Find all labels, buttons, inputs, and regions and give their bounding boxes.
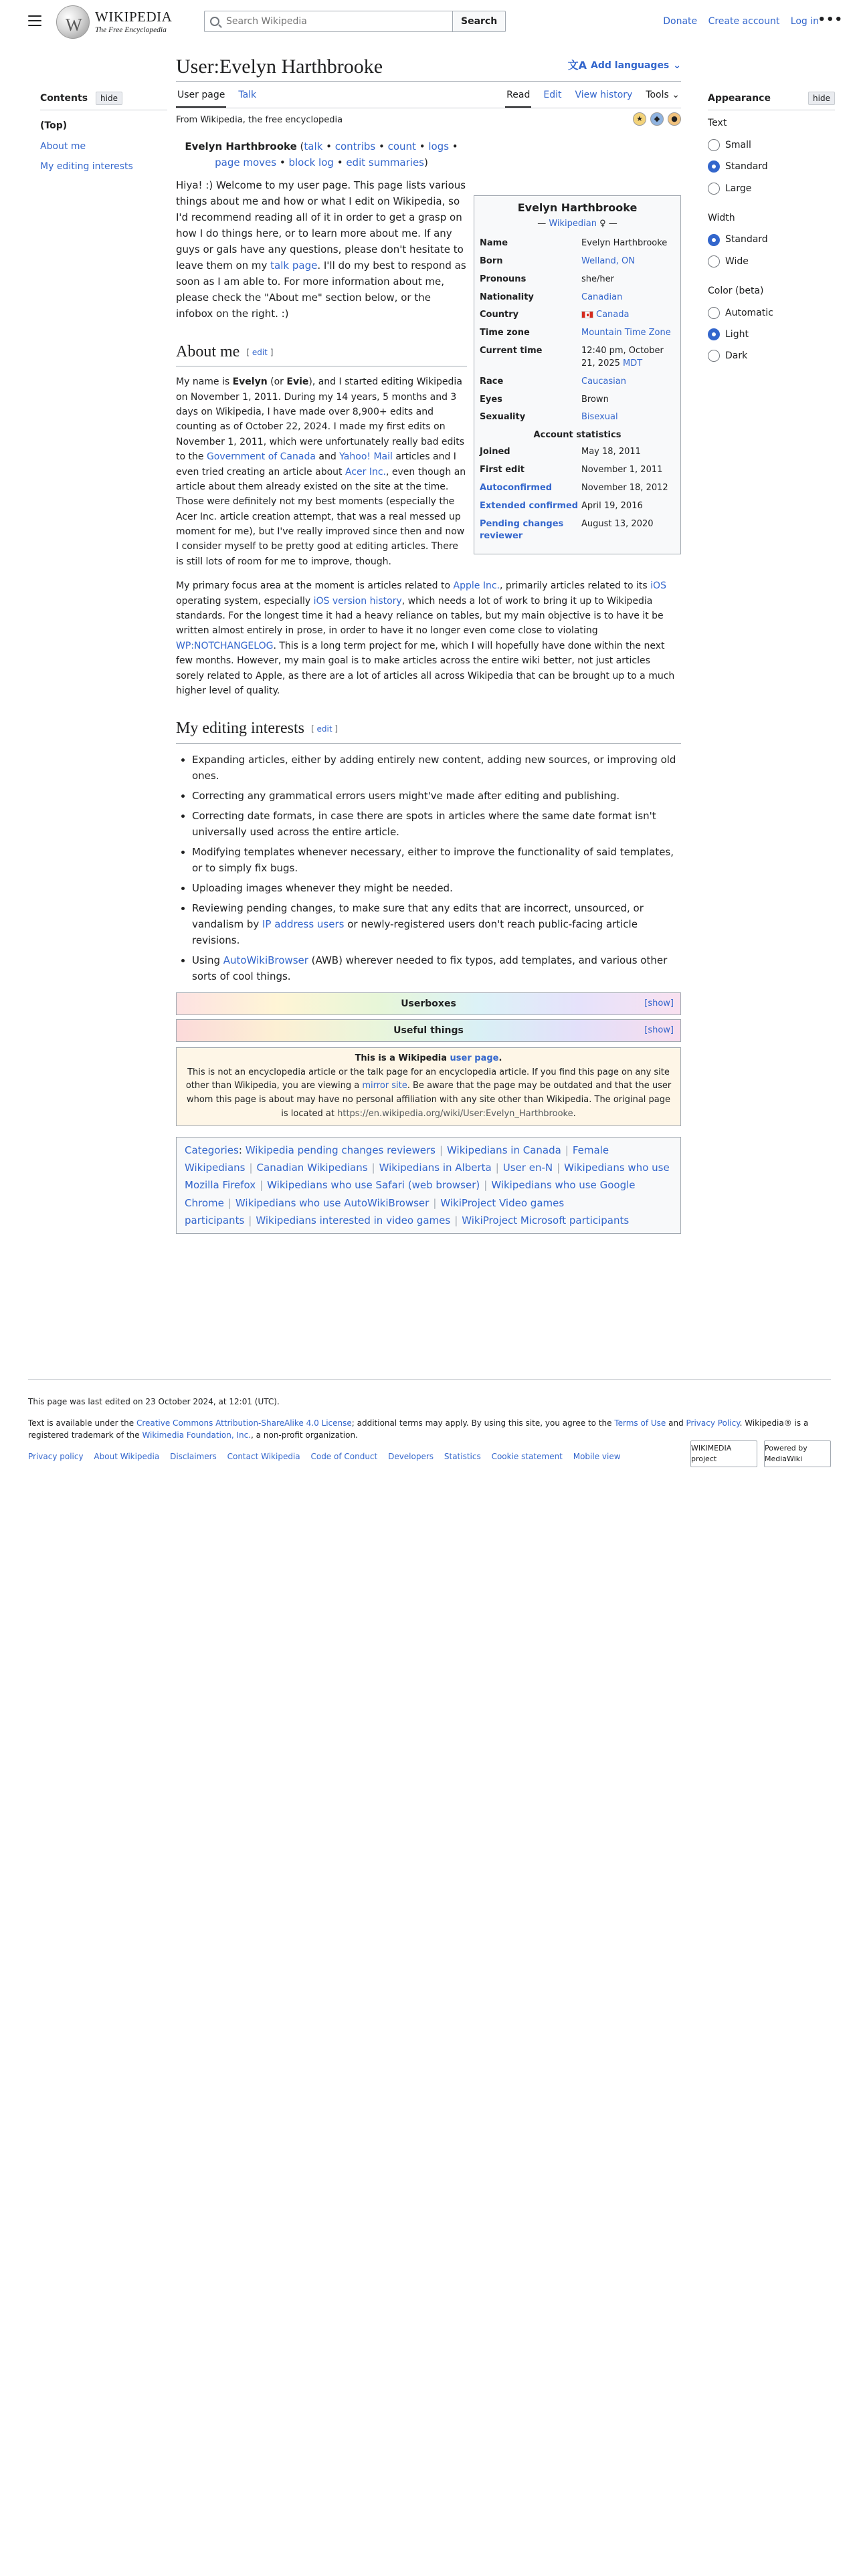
terms-link[interactable]: Terms of Use [614, 1418, 666, 1428]
cc-license-link[interactable]: Creative Commons Attribution-ShareAlike 4.0 License [136, 1418, 352, 1428]
stats-value: May 18, 2011 [581, 447, 641, 457]
list-item: • Correcting date formats, in case there are spots in articles where the same date format isn't universally used across the entire article. [192, 808, 681, 840]
wordmark-tagline: The Free Encyclopedia [95, 25, 167, 34]
infobox-row [478, 411, 676, 424]
stats-row [478, 500, 676, 513]
infobox-link[interactable]: Canadian [581, 292, 623, 302]
count-link[interactable]: count [387, 140, 416, 152]
footer-link-about[interactable]: About Wikipedia [94, 1452, 160, 1461]
contribs-link[interactable]: contribs [335, 140, 376, 152]
infobox-text: Brown [581, 394, 609, 405]
infobox-value [581, 309, 676, 322]
useful-things-collapsible: Useful things [show] [176, 1019, 681, 1042]
medal-icon[interactable]: ● [668, 112, 681, 126]
infobox-row [478, 274, 676, 286]
radio-text-standard[interactable]: Standard [708, 159, 835, 174]
category-separator: | [248, 1214, 252, 1226]
appearance-hide-button[interactable]: hide [808, 92, 835, 105]
radio-icon[interactable] [708, 255, 720, 267]
category-link[interactable]: Female Wikipedians [185, 1144, 609, 1174]
color-label: Color (beta) [708, 286, 764, 297]
appearance-title: Appearance [708, 93, 771, 104]
main-menu-button[interactable] [25, 12, 44, 31]
create-account-link[interactable]: Create account [708, 16, 780, 27]
wikimedia-foundation-link[interactable]: Wikimedia Foundation, Inc. [142, 1430, 252, 1440]
infobox-value [581, 274, 676, 286]
footer-link-privacy[interactable]: Privacy policy [28, 1452, 84, 1461]
page-moves-link[interactable]: page moves [215, 156, 277, 169]
infobox-label: Country [480, 310, 519, 320]
yahoo-mail-link[interactable]: Yahoo! Mail [339, 451, 393, 463]
wordmark-title: WIKIPEDIA [95, 8, 173, 25]
list-item: • Reviewing pending changes, to make sure that any edits that are incorrect, unsourced, or vandalism by IP address users or newly-registered users don't reach public-facing article revisions. [192, 900, 681, 948]
stats-label: First edit [480, 465, 525, 475]
edit-section-link[interactable]: edit [252, 347, 268, 357]
list-item: • Using AutoWikiBrowser (AWB) wherever needed to fix typos, add templates, and various other sorts of cool things. [192, 952, 681, 984]
infobox-value [581, 394, 676, 407]
page-footer [28, 1379, 831, 1463]
stats-value: August 13, 2020 [581, 518, 654, 529]
autowikibrowser-link[interactable]: AutoWikiBrowser [223, 954, 308, 966]
wikipedian-link[interactable]: Wikipedian [549, 219, 597, 229]
stats-label[interactable]: Extended confirmed [480, 500, 579, 511]
editing-interests-heading: My editing interests [ edit ] [176, 716, 681, 743]
category-separator: | [484, 1179, 488, 1192]
page-title: User:Evelyn Harthbrooke [176, 56, 383, 78]
user-name: Evelyn Harthbrooke [185, 140, 297, 152]
user-infobox: Evelyn Harthbrooke — Wikipedian ♀ — Name Evelyn Harthbrooke Born Welland, ON Pronouns she/her Nationality Canadian Country Canada Time zone Mountain Time Zone Current time 12:40 pm, October 21, 2025 MDT Race Caucasian Eyes Brown Sexuality Bisexual Account statistics Joined May 18, 2011 First edit November 1, 2011 Autoconfirmed November 18, 2012 Extended confirmed April 19, 2016 Pending changes reviewer August 13, 2020 [474, 195, 681, 554]
radio-width-standard[interactable]: Standard [708, 232, 835, 247]
canada-flag-icon [581, 311, 593, 318]
list-item: • Expanding articles, either by adding entirely new content, adding new sources, or improving old ones. [192, 752, 681, 784]
category-link[interactable]: WikiProject Video games participants [185, 1196, 565, 1226]
list-item: • Modifying templates whenever necessary, either to improve the functionality of said templates, or to simply fix bugs. [192, 844, 681, 876]
apple-link[interactable]: Apple Inc. [453, 580, 500, 592]
radio-icon[interactable] [708, 139, 720, 151]
tab-talk[interactable]: Talk [238, 89, 257, 100]
stats-row [478, 464, 676, 477]
text-size-label: Text [708, 118, 727, 129]
category-link[interactable]: Wikipedians in Canada [447, 1144, 561, 1156]
category-link[interactable]: Wikipedians who use Safari (web browser) [267, 1179, 480, 1192]
radio-icon[interactable] [708, 350, 720, 362]
acer-link[interactable]: Acer Inc. [345, 466, 386, 477]
logs-link[interactable]: logs [428, 140, 450, 152]
infobox-value [581, 345, 676, 370]
site-header [0, 0, 859, 43]
radio-icon[interactable] [708, 183, 720, 195]
user-page-link[interactable]: user page [450, 1053, 499, 1063]
stats-label[interactable]: Pending changes reviewer [480, 518, 564, 542]
user-page-notice: This is a Wikipedia user page. This is not an encyclopedia article or the talk page for an encyclopedia article. If you find this page on any site other than Wikipedia, you are viewing a mirror site. Be aware that the page may be outdated and that the user whom this page is about may have no personal affiliation with any site other than Wikipedia. The original page is located at https://en.wikipedia.org/wiki/User:Evelyn_Harthbrooke. [176, 1047, 681, 1126]
show-userboxes-button[interactable]: [show] [644, 998, 674, 1008]
footer-link-code-of-conduct[interactable]: Code of Conduct [310, 1452, 378, 1461]
infobox-value [581, 376, 676, 389]
infobox-link[interactable]: Caucasian [581, 376, 626, 387]
category-separator: | [227, 1196, 231, 1209]
search-input[interactable] [225, 15, 452, 27]
powered-by-mediawiki-badge[interactable]: Powered by MediaWiki [764, 1440, 831, 1467]
donate-link[interactable]: Donate [663, 16, 698, 27]
category-separator: | [439, 1144, 444, 1156]
infobox-rows [478, 237, 676, 424]
chevron-down-icon: ⌄ [672, 89, 680, 100]
last-edited-text: This page was last edited on 23 October 2024, at 12:01 (UTC). [28, 1397, 280, 1406]
category-link[interactable]: Wikipedians who use Google Chrome [185, 1179, 636, 1209]
welcome-paragraph: Hiya! :) Welcome to my user page. This page lists various things about me and how or what I edit on Wikipedia, so I'd recommend reading all of it in order to get a grasp on how I do things here, or to learn more about me. If any guys or gals have any questions, please don't hesitate to leave them on my talk page. I'll do my best to respond as soon as I am able to. For more information about me, please check the "About me" section below, or the infobox on the right. :) [176, 179, 466, 320]
infobox-row [478, 394, 676, 407]
category-link[interactable]: User en-N [502, 1162, 553, 1174]
radio-selected-icon[interactable] [708, 328, 720, 340]
infobox-value [581, 255, 676, 268]
infobox-label: Name [480, 238, 508, 249]
footer-link-contact[interactable]: Contact Wikipedia [227, 1452, 300, 1461]
main-content [176, 53, 681, 1234]
wikimedia-project-badge[interactable]: WIKIMEDIA project [690, 1440, 757, 1467]
toc-item-top[interactable]: (Top) [40, 120, 68, 132]
search-form [204, 11, 498, 32]
ios-version-history-link[interactable]: iOS version history [313, 595, 402, 607]
table-of-contents [40, 91, 167, 177]
infobox-label: Time zone [480, 328, 530, 338]
toc-item-about-me[interactable]: About me [40, 140, 86, 152]
from-wikipedia-tagline: From Wikipedia, the free encyclopedia [176, 115, 343, 125]
infobox-text: she/her [581, 274, 614, 284]
ios-link[interactable]: iOS [650, 580, 666, 592]
account-stats-heading: Account statistics [533, 430, 622, 441]
infobox-row [478, 376, 676, 389]
tab-edit[interactable]: Edit [543, 89, 562, 100]
category-link[interactable]: Wikipedians in Alberta [379, 1162, 492, 1174]
footer-link-mobile[interactable]: Mobile view [573, 1452, 621, 1461]
about-me-heading: About me [ edit ] [176, 339, 467, 366]
search-icon [210, 17, 219, 26]
category-link[interactable]: Canadian Wikipedians [256, 1162, 368, 1174]
license-text: Text is available under the Creative Commons Attribution-ShareAlike 4.0 License; additional terms may apply. By using this site, you agree to the Terms of Use and Privacy Policy. Wikipedia® is a registered trademark of the Wikimedia Foundation, Inc., a non-profit organization. [28, 1418, 809, 1440]
tab-tools[interactable]: Tools ⌄ [646, 89, 680, 100]
category-separator: | [260, 1179, 264, 1192]
user-intro-line: Evelyn Harthbrooke (talk • contribs • count • logs • page moves • block log • edit summaries) [185, 140, 458, 169]
infobox-label: Pronouns [480, 274, 527, 284]
tab-view-history[interactable]: View history [575, 89, 633, 100]
category-box: Categories: Wikipedia pending changes reviewers | Wikipedians in Canada | Female Wikipedians | Canadian Wikipedians | Wikipedians in Alberta | User en-N | Wikipedians who use Mozilla Firefox | Wikipedians who use Safari (web browser) | Wikipedians who use Google Chrome | Wikipedians who use AutoWikiBrowser | WikiProject Video games participants | Wikipedians interested in video games | WikiProject Microsoft participants [176, 1137, 681, 1234]
infobox-text: 12:40 pm, October 21, 2025 [581, 346, 664, 368]
infobox-row [478, 292, 676, 304]
language-icon: 文A [567, 59, 587, 72]
list-item: • Correcting any grammatical errors users might've made after editing and publishing. [192, 788, 681, 804]
userboxes-collapsible: Userboxes [show] [176, 992, 681, 1015]
width-label: Width [708, 212, 735, 223]
search-button[interactable]: Search [452, 11, 506, 32]
mirror-site-link[interactable]: mirror site [362, 1081, 407, 1091]
infobox-row [478, 309, 676, 322]
edit-section-link[interactable]: edit [316, 724, 332, 734]
stats-label[interactable]: Autoconfirmed [480, 482, 553, 493]
female-symbol-icon: ♀ [599, 219, 606, 229]
radio-color-dark[interactable]: Dark [708, 348, 835, 363]
infobox-link[interactable]: Mountain Time Zone [581, 328, 671, 338]
infobox-text: Evelyn Harthbrooke [581, 238, 668, 249]
infobox-label: Sexuality [480, 412, 526, 423]
infobox-value [581, 237, 676, 250]
award-icon[interactable]: ★ [633, 112, 646, 126]
block-log-link[interactable]: block log [288, 156, 334, 169]
log-in-link[interactable]: Log in [790, 16, 819, 27]
category-separator: | [565, 1144, 569, 1156]
about-paragraph-2: My primary focus area at the moment is articles related to Apple Inc., primarily articles related to its iOS operating system, especially iOS version history, which needs a lot of work to bring it up to Wikipedia standards. For the longest time it had a heavy reliance on tables, but my main objective is to have it be written almost entirely in prose, in order to have it no longer even come close to violating WP:NOTCHANGELOG. This is a long term project for me, which I will hopefully have done within the next few months. However, my main goal is to make articles across the entire wiki better, not just articles sorely related to Apple, as there are a lot of articles all across Wikipedia that can be brought up to a much higher level of quality. [176, 580, 675, 696]
privacy-policy-link[interactable]: Privacy Policy [686, 1418, 740, 1428]
interests-list [176, 752, 681, 984]
infobox-link[interactable]: Canada [596, 310, 630, 320]
infobox-row [478, 237, 676, 250]
stats-row [478, 518, 676, 544]
footer-link-developers[interactable]: Developers [388, 1452, 434, 1461]
category-link[interactable]: Wikipedians who use Mozilla Firefox [185, 1162, 670, 1192]
radio-width-wide[interactable]: Wide [708, 254, 835, 269]
search-box[interactable] [204, 11, 452, 32]
topicon-badges [633, 112, 681, 126]
category-link[interactable]: Wikipedians who use AutoWikiBrowser [235, 1196, 430, 1209]
hamburger-icon [28, 15, 41, 17]
talk-page-link[interactable]: talk page [270, 259, 318, 272]
list-item: • Uploading images whenever they might be needed. [192, 880, 681, 896]
radio-selected-icon[interactable] [708, 234, 720, 246]
government-of-canada-link[interactable]: Government of Canada [206, 451, 316, 463]
infobox-row [478, 327, 676, 340]
original-page-url[interactable]: https://en.wikipedia.org/wiki/User:Evelyn_Harthbrooke [337, 1108, 573, 1119]
show-useful-things-button[interactable]: [show] [644, 1025, 674, 1035]
user-links [655, 14, 819, 29]
category-separator: | [454, 1214, 458, 1226]
infobox-label: Born [480, 255, 503, 266]
radio-icon[interactable] [708, 307, 720, 319]
footer-link-statistics[interactable]: Statistics [444, 1452, 481, 1461]
infobox-value [581, 327, 676, 340]
footer-link-disclaimers[interactable]: Disclaimers [170, 1452, 217, 1461]
category-separator: | [249, 1162, 253, 1174]
infobox-row [478, 345, 676, 370]
infobox-stats [478, 446, 676, 543]
toc-title: Contents [40, 93, 88, 104]
category-separator: | [433, 1196, 437, 1209]
category-link[interactable]: Wikipedia pending changes reviewers [245, 1144, 436, 1156]
ip-address-users-link[interactable]: IP address users [262, 918, 345, 930]
infobox-value [581, 292, 676, 304]
radio-selected-icon[interactable] [708, 160, 720, 173]
category-link[interactable]: Wikipedians interested in video games [256, 1214, 451, 1226]
wikipedia-logo[interactable] [56, 5, 172, 39]
chevron-down-icon: ⌄ [673, 60, 681, 71]
stats-row [478, 446, 676, 459]
infobox-label: Eyes [480, 394, 502, 405]
infobox-label: Current time [480, 346, 543, 356]
page-tabs [176, 82, 681, 108]
stats-label: Joined [480, 447, 510, 457]
stats-row [478, 482, 676, 495]
category-separator: | [557, 1162, 561, 1174]
infobox-title: Evelyn Harthbrooke [517, 201, 638, 214]
infobox-label: Nationality [480, 292, 534, 302]
about-paragraph-1: My name is Evelyn (or Evie), and I started editing Wikipedia on November 1, 2011. During my 14 years, 5 months and 3 days on Wikipedia, I have made over 8,900+ edits and counting as of October 22, 2024. I made my first edits on November 1, 2011, which were unfortunately really bad edits to the Government of Canada and Yahoo! Mail articles and I even tried creating an article about Acer Inc., even though an article about them already existed on the site at the time. Those were definitely not my best moments (especially the Acer Inc. article creation attempt, that was a real messed up moment for me), but I've really improved since then and now I consider myself to be pretty good at editing articles. There is still lots of room for me to improve, though. [176, 377, 466, 567]
add-languages-button[interactable]: 文A Add languages ⌄ [568, 57, 681, 74]
timezone-abbrev-link[interactable]: MDT [623, 358, 643, 368]
infobox-label: Race [480, 376, 504, 387]
globe-icon [56, 5, 90, 39]
category-separator: | [371, 1162, 375, 1174]
infobox-row [478, 255, 676, 268]
shield-icon[interactable]: ◆ [650, 112, 664, 126]
radio-text-large[interactable]: Large [708, 181, 835, 196]
infobox-link[interactable]: Bisexual [581, 412, 618, 423]
infobox-link[interactable]: Welland, ON [581, 255, 635, 266]
talk-link[interactable]: talk [304, 140, 323, 152]
radio-text-small[interactable]: Small [708, 138, 835, 152]
stats-value: April 19, 2016 [581, 500, 643, 511]
footer-link-cookie[interactable]: Cookie statement [491, 1452, 563, 1461]
category-link[interactable]: WikiProject Microsoft participants [462, 1214, 630, 1226]
tab-user-page[interactable]: User page [176, 88, 226, 108]
edit-summaries-link[interactable]: edit summaries [346, 156, 424, 169]
categories-label[interactable]: Categories [185, 1144, 239, 1156]
radio-color-automatic[interactable]: Automatic [708, 306, 835, 320]
radio-color-light[interactable]: Light [708, 327, 835, 342]
ellipsis-icon[interactable]: ••• [818, 13, 843, 27]
appearance-panel [708, 91, 835, 370]
notchangelog-link[interactable]: WP:NOTCHANGELOG [176, 640, 274, 651]
stats-value: November 1, 2011 [581, 465, 663, 475]
toc-item-editing-interests[interactable]: My editing interests [40, 161, 133, 173]
tab-read[interactable]: Read [505, 88, 531, 108]
infobox-value [581, 411, 676, 424]
category-separator: | [495, 1162, 499, 1174]
stats-value: November 18, 2012 [581, 482, 668, 493]
toc-hide-button[interactable]: hide [96, 92, 122, 105]
